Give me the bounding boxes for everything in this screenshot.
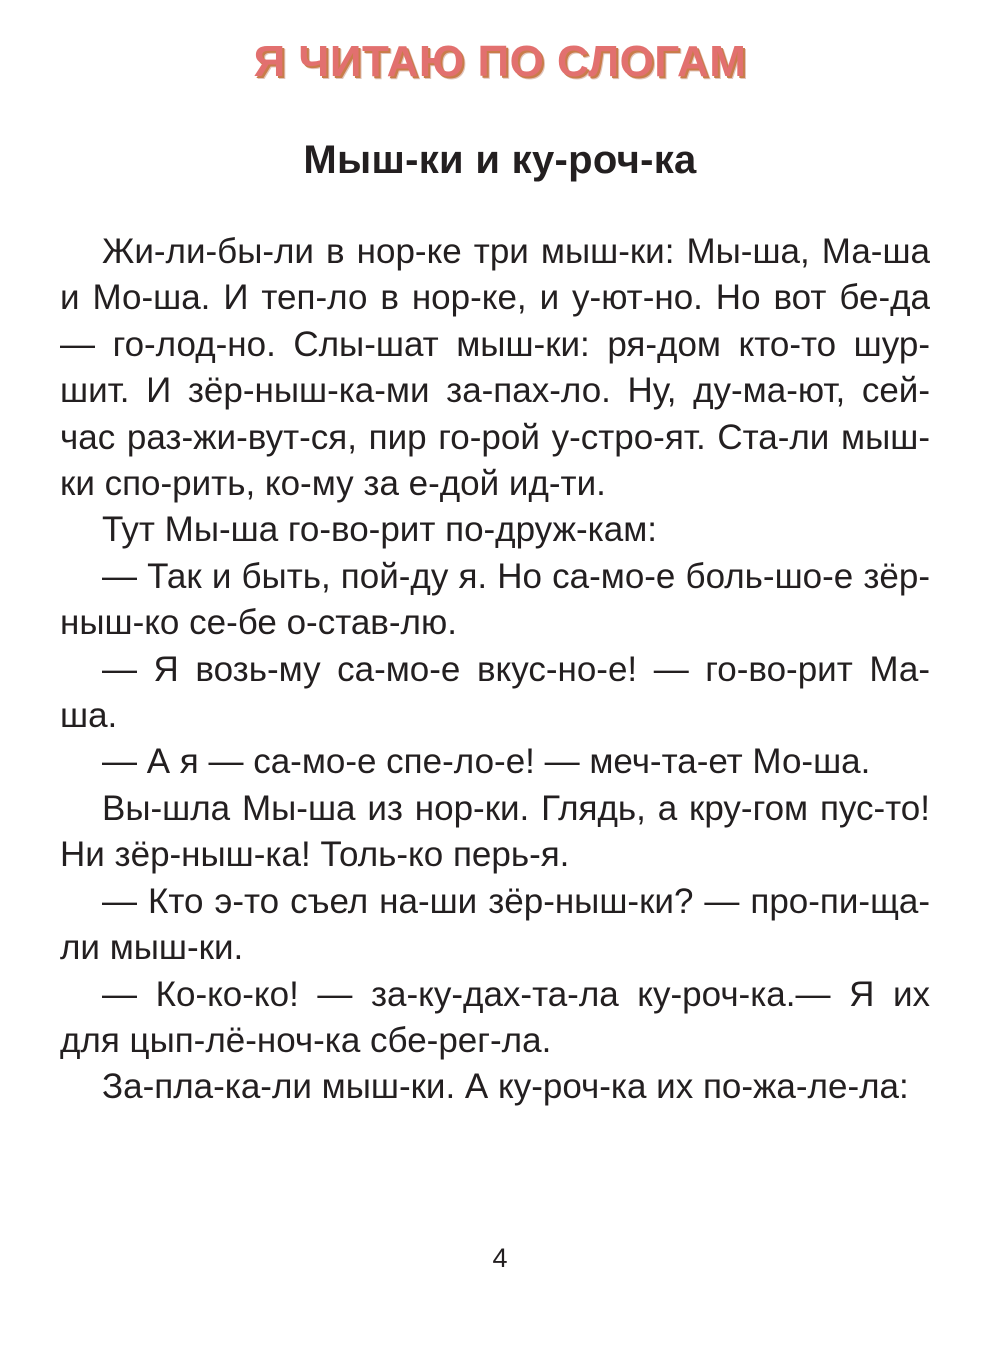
story-paragraph: — Так и быть, пой-ду я. Но са-мо-е боль-шо-е зёр-ныш-ко се-бе о-став-лю. (60, 556, 930, 643)
series-header: Я ЧИТАЮ ПО СЛОГАМ (253, 37, 747, 86)
story-paragraph: Вы-шла Мы-ша из нор-ки. Глядь, а кру-гом пус-то! Ни зёр-ныш-ка! Толь-ко перь-я. (60, 788, 930, 875)
page-number: 4 (492, 1243, 508, 1273)
story-paragraph: Тут Мы-ша го-во-рит по-друж-кам: (102, 510, 657, 550)
story-body (60, 229, 930, 1111)
story-paragraph: — Я возь-му са-мо-е вкус-но-е! — го-во-рит Ма-ша. (60, 649, 930, 736)
story-paragraph: Жи-ли-бы-ли в нор-ке три мыш-ки: Мы-ша, Ма-ша и Мо-ша. И теп-ло в нор-ке, и у-ют-но. Но вот бе-да — го-лод-но. Слы-шат мыш-ки: ря-дом кто-то шур-шит. И зёр-ныш-ка-ми за-пах-ло. Ну, ду-ма-ют, сей-час раз-жи-вут-ся, пир го-рой у-стро-ят. Ста-ли мыш-ки спо-рить, ко-му за е-дой ид-ти. (60, 232, 930, 504)
story-paragraph: — А я — са-мо-е спе-ло-е! — меч-та-ет Мо-ша. (102, 742, 871, 782)
story-paragraph: — Кто э-то съел на-ши зёр-ныш-ки? — про-пи-ща-ли мыш-ки. (60, 881, 930, 968)
story-paragraph: — Ко-ко-ко! — за-ку-дах-та-ла ку-роч-ка.— Я их для цып-лё-ноч-ка сбе-рег-ла. (60, 974, 930, 1060)
story-title: Мыш-ки и ку-роч-ка (303, 138, 697, 182)
story-paragraph: За-пла-ка-ли мыш-ки. А ку-роч-ка их по-жа-ле-ла: (102, 1067, 909, 1107)
